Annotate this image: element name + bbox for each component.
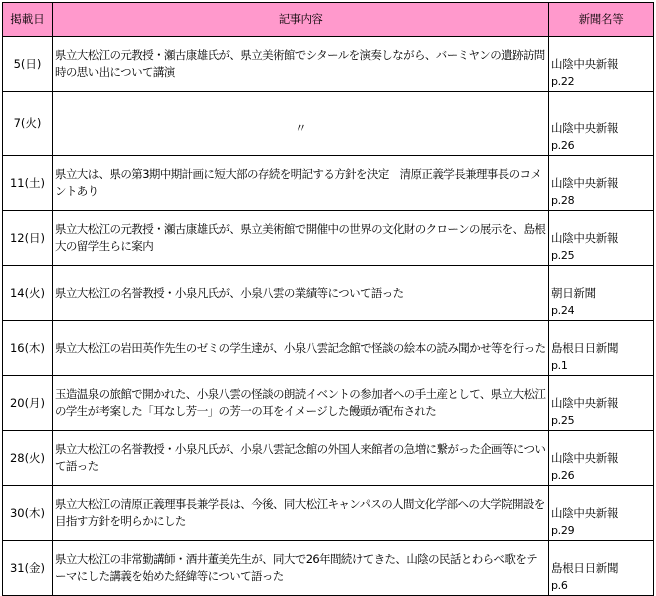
date-cell: 30(木) — [3, 486, 53, 541]
date-cell: 28(火) — [3, 431, 53, 486]
table-row — [3, 37, 654, 92]
content-cell: 県立大松江の名誉教授・小泉凡氏が、小泉八雲記念館の外国人来館者の急増に繋がった企画等について語った — [53, 431, 549, 486]
date-cell: 16(木) — [3, 321, 53, 376]
paper-name: 山陰中央新報 — [551, 231, 619, 245]
news-articles-table — [2, 2, 654, 596]
content-cell: 県立大は、県の第3期中期計画に短大部の存続を明記する方針を決定 清原正義学長兼理事長のコメントあり — [53, 156, 549, 211]
date-cell: 12(日) — [3, 211, 53, 266]
page-number: p.25 — [551, 414, 575, 427]
table-row — [3, 266, 654, 321]
paper-cell — [549, 541, 654, 596]
paper-name: 山陰中央新報 — [551, 176, 619, 190]
paper-cell — [549, 266, 654, 321]
header-content: 記事内容 — [53, 3, 549, 37]
table-row — [3, 486, 654, 541]
date-cell: 5(日) — [3, 37, 53, 92]
table-row — [3, 156, 654, 211]
table-row — [3, 321, 654, 376]
table-row — [3, 431, 654, 486]
content-cell: 〃 — [53, 92, 549, 156]
paper-name: 山陰中央新報 — [551, 396, 619, 410]
date-cell: 11(土) — [3, 156, 53, 211]
paper-cell — [549, 211, 654, 266]
content-cell: 県立大松江の元教授・瀬古康雄氏が、県立美術館で開催中の世界の文化財のクローンの展示を、島根大の留学生らに案内 — [53, 211, 549, 266]
page-number: p.22 — [551, 75, 575, 88]
table-row — [3, 211, 654, 266]
page-number: p.26 — [551, 469, 575, 482]
paper-name: 山陰中央新報 — [551, 57, 619, 71]
content-cell: 県立大松江の岩田英作先生のゼミの学生達が、小泉八雲記念館で怪談の絵本の読み聞かせ等を行った — [53, 321, 549, 376]
header-row — [3, 3, 654, 37]
header-date: 掲載日 — [3, 3, 53, 37]
date-cell: 31(金) — [3, 541, 53, 596]
paper-cell — [549, 156, 654, 211]
content-cell: 県立大松江の清原正義理事長兼学長は、今後、同大松江キャンパスの人間文化学部への大学院開設を目指す方針を明らかにした — [53, 486, 549, 541]
page-number: p.26 — [551, 139, 575, 152]
paper-cell — [549, 321, 654, 376]
paper-name: 朝日新聞 — [551, 286, 596, 300]
content-cell: 玉造温泉の旅館で開かれた、小泉八雲の怪談の朗読イベントの参加者への手土産として、県立大松江の学生が考案した「耳なし芳一」の芳一の耳をイメージした饅頭が配布された — [53, 376, 549, 431]
paper-cell — [549, 431, 654, 486]
content-cell: 県立大松江の元教授・瀬古康雄氏が、県立美術館でシタールを演奏しながら、バーミヤンの遺跡訪問時の思い出について講演 — [53, 37, 549, 92]
page-number: p.24 — [551, 304, 575, 317]
date-cell: 20(月) — [3, 376, 53, 431]
page-number: p.29 — [551, 524, 575, 537]
paper-name: 島根日日新聞 — [551, 561, 619, 575]
paper-name: 山陰中央新報 — [551, 451, 619, 465]
paper-cell — [549, 376, 654, 431]
content-cell: 県立大松江の名誉教授・小泉凡氏が、小泉八雲の業績等について語った — [53, 266, 549, 321]
table-row — [3, 92, 654, 156]
table-row — [3, 541, 654, 596]
page-number: p.28 — [551, 194, 575, 207]
paper-name: 山陰中央新報 — [551, 506, 619, 520]
date-cell: 7(火) — [3, 92, 53, 156]
header-paper: 新聞名等 — [549, 3, 654, 37]
paper-cell — [549, 92, 654, 156]
paper-name: 島根日日新聞 — [551, 341, 619, 355]
paper-cell — [549, 37, 654, 92]
paper-cell — [549, 486, 654, 541]
content-cell: 県立大松江の非常勤講師・酒井董美先生が、同大で26年間続けてきた、山陰の民話とわらべ歌をテーマにした講義を始めた経緯等について語った — [53, 541, 549, 596]
table-row — [3, 376, 654, 431]
page-number: p.6 — [551, 579, 568, 592]
paper-name: 山陰中央新報 — [551, 121, 619, 135]
page-number: p.1 — [551, 359, 568, 372]
date-cell: 14(火) — [3, 266, 53, 321]
page-number: p.25 — [551, 249, 575, 262]
